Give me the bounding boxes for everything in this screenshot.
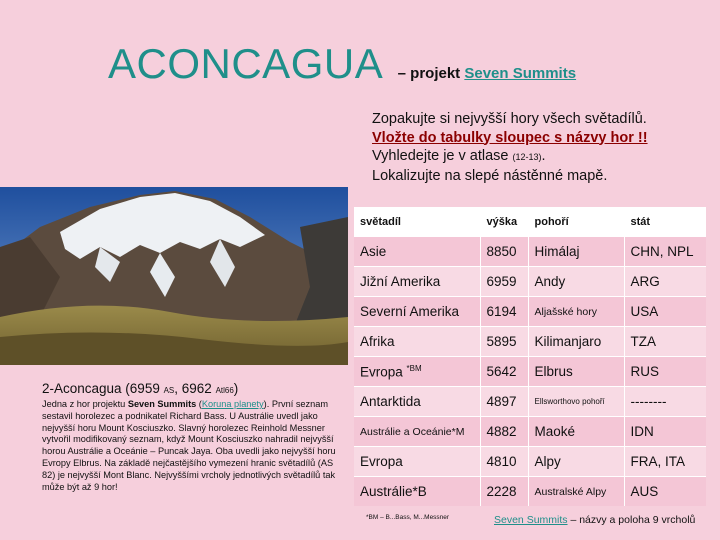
cell-continent-text: Evropa xyxy=(360,364,403,380)
cell-range: Alpy xyxy=(528,447,624,477)
cell-state: IDN xyxy=(624,417,706,447)
caption-body-text-1: Jedna z hor projektu xyxy=(42,399,128,409)
slide-title-row xyxy=(108,40,576,88)
mountain-illustration xyxy=(0,187,348,365)
table-row xyxy=(354,477,706,507)
table-row xyxy=(354,417,706,447)
summits-table xyxy=(354,207,706,506)
header-range: pohoří xyxy=(528,207,624,237)
caption-title xyxy=(42,381,338,396)
caption-source-2: Atl66 xyxy=(215,386,234,395)
cell-height: 5895 xyxy=(480,327,528,357)
instruction-line-3-text: Vyhledejte je v atlase xyxy=(372,148,513,164)
caption-block xyxy=(42,381,338,493)
cell-continent xyxy=(354,357,480,387)
cell-height: 6959 xyxy=(480,267,528,297)
caption-title-end: ) xyxy=(233,381,239,396)
cell-continent: Asie xyxy=(354,237,480,267)
slide-title: ACONCAGUA xyxy=(108,40,384,87)
cell-state: RUS xyxy=(624,357,706,387)
table-row xyxy=(354,357,706,387)
cell-range: Kilimanjaro xyxy=(528,327,624,357)
footnote-right-text: – názvy a poloha 9 vrcholů xyxy=(567,514,696,526)
table-row xyxy=(354,327,706,357)
cell-state: ARG xyxy=(624,267,706,297)
cell-state: TZA xyxy=(624,327,706,357)
instruction-line-1: Zopakujte si nejvyšší hory všech světadílů. xyxy=(372,111,647,127)
cell-state: USA xyxy=(624,297,706,327)
cell-height: 2228 xyxy=(480,477,528,507)
instruction-line-4: Lokalizujte na slepé nástěnné mapě. xyxy=(372,167,608,184)
header-height: výška xyxy=(480,207,528,237)
cell-continent: Evropa xyxy=(354,447,480,477)
cell-range: Elbrus xyxy=(528,357,624,387)
cell-continent: Antarktida xyxy=(354,387,480,417)
cell-height: 6194 xyxy=(480,297,528,327)
footnote-right xyxy=(494,514,695,526)
cell-continent: Jižní Amerika xyxy=(354,267,480,297)
caption-body xyxy=(42,399,338,493)
cell-range: Ellsworthovo pohoří xyxy=(528,387,624,417)
table-row xyxy=(354,237,706,267)
cell-continent: Austrálie*B xyxy=(354,477,480,507)
cell-range: Aljašské hory xyxy=(528,297,624,327)
atlas-pages: (12-13) xyxy=(512,152,542,162)
cell-continent: Severní Amerika xyxy=(354,297,480,327)
cell-height: 5642 xyxy=(480,357,528,387)
cell-height: 4882 xyxy=(480,417,528,447)
header-state: stát xyxy=(624,207,706,237)
cell-range: Australské Alpy xyxy=(528,477,624,507)
cell-height: 4897 xyxy=(480,387,528,417)
cell-state: FRA, ITA xyxy=(624,447,706,477)
header-continent: světadíl xyxy=(354,207,480,237)
table-row xyxy=(354,297,706,327)
table-row xyxy=(354,387,706,417)
caption-body-bold: Seven Summits xyxy=(127,399,197,409)
cell-continent: Afrika xyxy=(354,327,480,357)
slide-subtitle xyxy=(398,65,576,82)
cell-state: AUS xyxy=(624,477,706,507)
caption-title-text-2: , 6962 xyxy=(174,381,216,396)
cell-state: CHN, NPL xyxy=(624,237,706,267)
cell-height: 4810 xyxy=(480,447,528,477)
subtitle-dash-text: – projekt xyxy=(397,65,465,82)
cell-state: -------- xyxy=(624,387,706,417)
aconcagua-mountain-photo xyxy=(0,187,348,365)
cell-range: Himálaj xyxy=(528,237,624,267)
instruction-line-2: Vložte do tabulky sloupec s názvy hor !! xyxy=(372,129,648,146)
cell-range: Andy xyxy=(528,267,624,297)
table-header-row xyxy=(354,207,706,237)
cell-height: 8850 xyxy=(480,237,528,267)
instruction-line-3 xyxy=(372,147,648,167)
instruction-line-3-end: . xyxy=(541,148,546,164)
seven-summits-footer-link[interactable]: Seven Summits xyxy=(494,514,568,526)
caption-body-text-3: ). První seznam sestavil horolezec a podnikatel Richard Bass. U Austrálie uvedl jako nejvyšší horu Mount Kosciuszko. Slavný horolezec Reinhold Messner vytvořil modifikovaný seznam, když Mount Kosciuszko nahradil nejvyšší horou Austrálie a Oceánie – Puncak Jaya. Oba uvedli jako nejvyšší horu Evropy Elbrus. Na základě nejčastějšího vymezení hranic světadílů (AS 82) je nejvyšší Mont Blanc. Nejvyššími vrcholy jednotlivých světadílů tak může být až 9 hor! xyxy=(42,399,336,492)
cell-range: Maoké xyxy=(528,417,624,447)
cell-continent-note: *BM xyxy=(406,363,422,373)
seven-summits-link[interactable]: Seven Summits xyxy=(464,65,577,82)
caption-title-text: 2-Aconcagua (6959 xyxy=(42,381,164,396)
caption-source-1: AS xyxy=(163,386,175,395)
cell-continent: Austrálie a Oceánie*M xyxy=(354,417,480,447)
table-row xyxy=(354,447,706,477)
koruna-planety-link[interactable]: Koruna planety xyxy=(201,399,264,409)
instructions xyxy=(372,110,648,185)
caption-body-text-2: ( xyxy=(196,399,202,409)
table-row xyxy=(354,267,706,297)
footnote-left: *BM – B...Bass, M...Messner xyxy=(366,514,450,521)
